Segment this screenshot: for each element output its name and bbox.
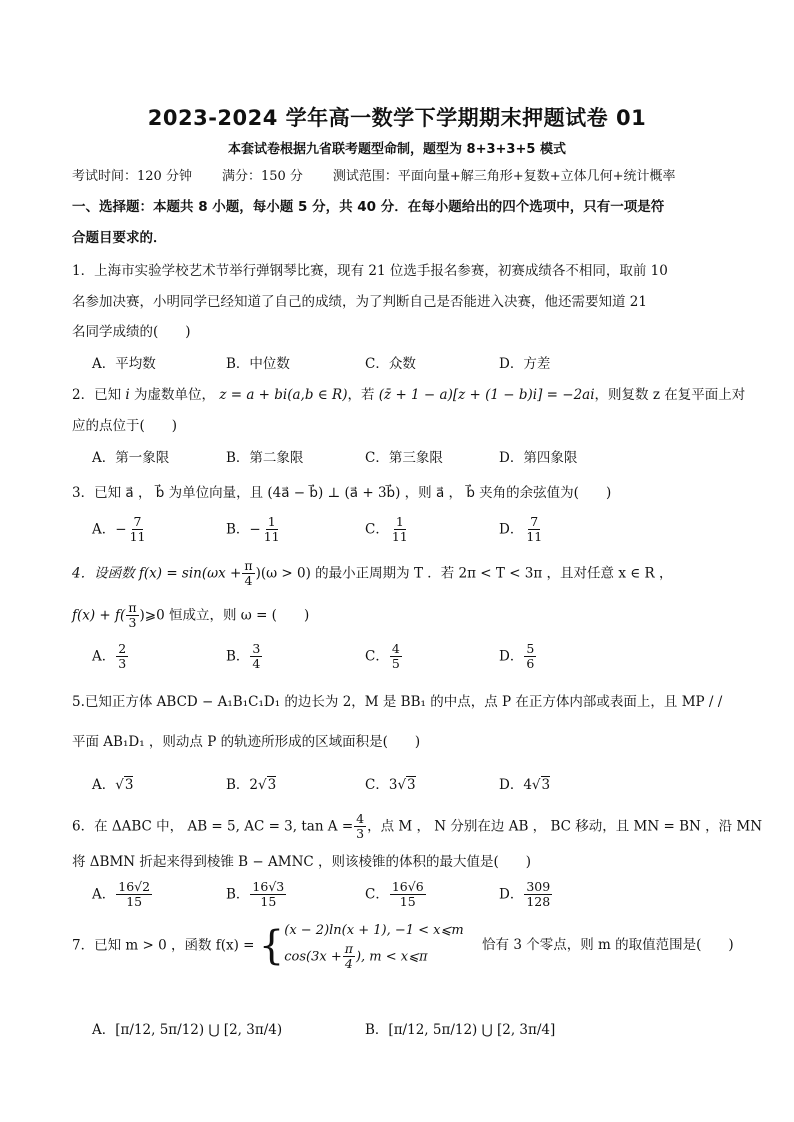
- section1-heading-line1: 一、选择题：本题共 8 小题，每小题 5 分，共 40 分．在每小题给出的四个选项中，只有一项是符: [72, 199, 665, 215]
- q6-line1: 6．在 ΔABC 中， AB = 5, AC = 3, tan A = $\frac{4}{3}$ ，点 M ， N 分别在边 AB ， BC 移动，且 MN = BN ，沿 MN: [72, 811, 763, 842]
- q4-line1: 4．设函数 f(x) = sin(ωx + $\frac{\pi}{4}$ )(ω > 0) 的最小正周期为 T ．若 2π < T < 3π ，且对任意 x ∈ R ，: [72, 558, 673, 589]
- q7-piece1: (x − 2)ln(x + 1), −1 < x⩽m: [284, 923, 464, 938]
- q3-option-a: A．− $\frac{7}{11}$: [92, 514, 146, 545]
- q5-line1: 5.已知正方体 ABCD − A₁B₁C₁D₁ 的边长为 2，M 是 BB₁ 的中点，点 P 在正方体内部或表面上，且 MP / /: [72, 694, 723, 710]
- q3-option-b-frac: $\frac{1}{11}$: [263, 514, 280, 545]
- q1-option-d: D．方差: [499, 356, 551, 372]
- q4-option-a: A． $\frac{2}{3}$: [92, 641, 127, 672]
- exam-meta: [72, 165, 705, 184]
- q4-option-a-frac: $\frac{2}{3}$: [118, 641, 127, 672]
- q2-option-b: B．第二象限: [226, 450, 304, 466]
- q6-option-b-frac: $\frac{16√3}{15}$: [252, 879, 285, 910]
- q2-option-a: A．第一象限: [92, 450, 170, 466]
- q1-line1: 1．上海市实验学校艺术节举行弹钢琴比赛，现有 21 位选手报名参赛，初赛成绩各不相同，取前 10: [72, 263, 668, 279]
- q4-option-d-frac: $\frac{5}{6}$: [526, 641, 535, 672]
- page-title: 2023-2024 学年高一数学下学期期末押题试卷 01: [147, 106, 647, 130]
- q4-option-c-frac: $\frac{4}{5}$: [391, 641, 400, 672]
- q2-text-b: 为虚数单位，: [129, 387, 216, 403]
- q6-option-b: B． $\frac{16√3}{15}$: [226, 879, 285, 910]
- section1-heading-line2: 合题目要求的．: [72, 230, 167, 246]
- q4-option-b-frac: $\frac{3}{4}$: [252, 641, 261, 672]
- q5-option-c: C．3√3: [365, 777, 416, 793]
- q7-lead: 7．已知 m > 0 ，函数 f(x) =: [72, 937, 255, 954]
- exam-scope: 测试范围：平面向量+解三角形+复数+立体几何+统计概率: [332, 169, 676, 184]
- q6-frac-4-3: $\frac{4}{3}$: [356, 811, 365, 842]
- q7-piecewise: [284, 920, 463, 972]
- exam-time: 考试时间：120 分钟: [72, 169, 192, 184]
- q2-i-symbol: i: [125, 387, 130, 403]
- q3-line1: 3．已知 a⃗ ， b⃗ 为单位向量，且 (4a⃗ − b⃗) ⊥ (a⃗ + 3b⃗) ，则 a⃗ ， b⃗ 夹角的余弦值为( ): [72, 485, 612, 501]
- q7-tail: 恰有 3 个零点，则 m 的取值范围是( ): [482, 937, 734, 954]
- q4-frac-pi-3: $\frac{\pi}{3}$: [128, 600, 137, 631]
- q5-option-b: B．2√3: [226, 777, 277, 793]
- q4-option-c: C． $\frac{4}{5}$: [365, 641, 400, 672]
- q4-line2: f(x) + f( $\frac{\pi}{3}$ )⩾0 恒成立，则 ω = ( ): [72, 600, 310, 631]
- q3-option-a-frac: $\frac{7}{11}$: [129, 514, 146, 545]
- q2-expr1: z = a + bi(a,b ∈ R): [219, 387, 348, 403]
- q2-text-a: 2．已知: [72, 387, 126, 403]
- q4-option-b: B． $\frac{3}{4}$: [226, 641, 261, 672]
- q5-line2: 平面 AB₁D₁ ，则动点 P 的轨迹所形成的区域面积是( ): [72, 734, 421, 750]
- q2-text-c: ，若: [347, 387, 375, 403]
- q3-option-b: B．− $\frac{1}{11}$: [226, 514, 280, 545]
- q2-option-d: D．第四象限: [499, 450, 578, 466]
- q7-option-b: B．[π/12, 5π/12) ⋃ [2, 3π/4]: [365, 1022, 556, 1038]
- left-brace: {: [258, 922, 285, 969]
- q7-option-a: A．[π/12, 5π/12) ⋃ [2, 3π/4): [92, 1022, 283, 1038]
- q3-option-c-frac: $\frac{1}{11}$: [391, 514, 408, 545]
- q1-option-b: B．中位数: [226, 356, 290, 372]
- q5-option-a: A．√3: [92, 777, 134, 793]
- q3-option-d-frac: $\frac{7}{11}$: [526, 514, 543, 545]
- exam-score: 满分：150 分: [221, 169, 303, 184]
- q2-line1: [72, 383, 745, 403]
- q2-expr2: (z̄ + 1 − a)[z + (1 − b)i] = −2ai: [378, 387, 595, 403]
- q1-option-c: C．众数: [365, 356, 416, 372]
- q4-option-d: D． $\frac{5}{6}$: [499, 641, 535, 672]
- q6-option-c-frac: $\frac{16√6}{15}$: [391, 879, 424, 910]
- q4-frac-pi-4: $\frac{\pi}{4}$: [244, 558, 253, 589]
- q2-option-c: C．第三象限: [365, 450, 443, 466]
- q7-frac-pi-4: $\frac{\pi}{4}$: [344, 941, 353, 972]
- q1-line3: 名同学成绩的( ): [72, 324, 191, 340]
- q7-line1: [72, 920, 734, 972]
- q7-piece2: cos(3x + $\frac{\pi}{4}$ ), m < x⩽π: [284, 941, 428, 972]
- q6-option-d-frac: $\frac{309}{128}$: [526, 879, 551, 910]
- q3-option-c: C． $\frac{1}{11}$: [365, 514, 408, 545]
- q2-line2: 应的点位于( ): [72, 418, 178, 434]
- q6-option-d: D． $\frac{309}{128}$: [499, 879, 551, 910]
- q1-line2: 名参加决赛，小明同学已经知道了自己的成绩，为了判断自己是否能进入决赛，他还需要知道 21: [72, 294, 647, 310]
- q5-option-d: D．4√3: [499, 777, 551, 793]
- q6-option-a-frac: $\frac{16√2}{15}$: [118, 879, 151, 910]
- q2-text-d: ，则复数 z 在复平面上对: [594, 387, 746, 403]
- page-subtitle: 本套试卷根据九省联考题型命制，题型为 8+3+3+5 模式: [228, 142, 566, 157]
- q6-line2: 将 ΔBMN 折起来得到棱锥 B − AMNC ，则该棱锥的体积的最大值是( ): [72, 854, 532, 870]
- q6-option-c: C． $\frac{16√6}{15}$: [365, 879, 424, 910]
- q6-option-a: A． $\frac{16√2}{15}$: [92, 879, 151, 910]
- q3-option-d: D． $\frac{7}{11}$: [499, 514, 543, 545]
- q1-option-a: A．平均数: [92, 356, 156, 372]
